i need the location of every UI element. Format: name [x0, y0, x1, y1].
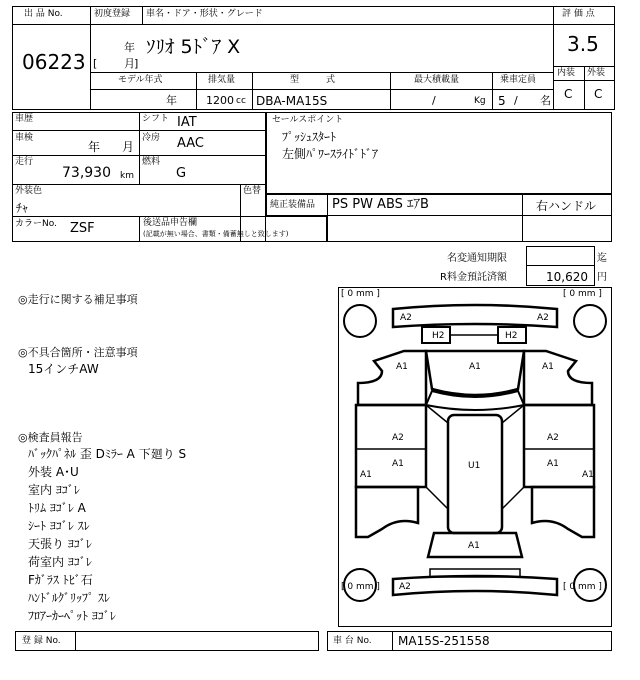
tire-mark-rear-right: [ 0 mm ]: [563, 582, 602, 592]
exterior-label: 外装: [587, 68, 606, 78]
lot-label: 出 品 No.: [24, 9, 63, 19]
sales-point-line-2: 左側ﾊﾟﾜｰｽﾗｲﾄﾞﾄﾞｱ: [282, 147, 379, 161]
load-label: 最大積載量: [414, 75, 460, 85]
first-reg-year-unit: 年: [124, 41, 135, 54]
inspector-line-9: ﾊﾝﾄﾞﾙｸﾞﾘｯﾌﾟ ｽﾚ: [28, 591, 110, 605]
equipment-value: PS PW ABS ｴｱB: [332, 197, 429, 212]
inspector-line-2: 外装 A･U: [28, 465, 79, 479]
fender-right-shape: [524, 351, 592, 405]
mark-fender-left: A1: [396, 362, 408, 372]
inspection-year-unit: 年: [88, 140, 101, 154]
fuel-value: G: [176, 166, 187, 181]
score-value: 3.5: [567, 32, 599, 56]
mileage-unit: km: [120, 171, 134, 181]
load-sep: /: [432, 94, 436, 107]
lot-number: 06223: [22, 50, 86, 74]
inspector-line-4: ﾄﾘﾑ ﾖｺﾞﾚ A: [28, 501, 86, 515]
history-label: 車歴: [15, 114, 34, 124]
shift-label: シフト: [142, 114, 170, 124]
recycle-label: R料金預託済額: [440, 272, 507, 283]
quarter-right-shape: [532, 487, 594, 537]
model-type: DBA-MA15S: [256, 94, 328, 108]
type-label: 型 式: [290, 75, 336, 85]
car-damage-diagram: [338, 287, 612, 627]
tire-front-right-icon: [574, 305, 606, 337]
color-no-value: ZSF: [70, 221, 95, 236]
capacity-sep: /: [514, 94, 518, 107]
shift-value: IAT: [177, 115, 197, 130]
interior-label: 内装: [557, 68, 576, 78]
load-unit: Kg: [474, 96, 486, 106]
name-change-field: [526, 246, 595, 266]
equipment-label: 純正装備品: [270, 200, 316, 210]
ext-color-label: 外装色: [15, 186, 43, 196]
equipment-blank: [327, 216, 612, 242]
mark-rear-bumper: A2: [399, 582, 411, 592]
sales-point-line-1: ﾌﾟｯｼｭｽﾀｰﾄ: [282, 130, 337, 144]
model-year-label: モデル年式: [118, 75, 163, 85]
inspector-line-5: ｼｰﾄ ﾖｺﾞﾚ ｽﾚ: [28, 519, 90, 533]
ac-label: 冷房: [142, 133, 161, 143]
tire-mark-front-left: [ 0 mm ]: [341, 289, 380, 299]
tire-front-left-icon: [344, 305, 376, 337]
displacement-unit: cc: [236, 96, 246, 106]
inspector-line-10: ﾌﾛｱｰｶｰﾍﾟｯﾄ ﾖｺﾞﾚ: [28, 609, 116, 623]
quarter-left-shape: [356, 487, 418, 537]
doc-column-note: (記載が無い場合、書類・備蓄無しと致します): [143, 230, 289, 238]
mark-door-right-rear: A1: [547, 459, 559, 469]
mark-backdoor: A1: [468, 541, 480, 551]
mark-front-bumper-left: A2: [400, 313, 412, 323]
fuel-label: 燃料: [142, 157, 161, 167]
color-no-label: カラーNo.: [15, 219, 57, 229]
recycle-unit: 円: [597, 272, 607, 283]
ext-color-value: ﾁｬ: [16, 201, 29, 215]
mark-door-left-rear: A1: [392, 459, 404, 469]
mark-fender-right: A1: [542, 362, 554, 372]
mark-hood: A1: [469, 362, 481, 372]
capacity-label: 乗車定員: [500, 75, 537, 85]
interior-score: C: [564, 87, 573, 101]
mileage-label: 走行: [15, 157, 34, 167]
defects-value: 15インチAW: [28, 362, 99, 376]
mark-roof: U1: [468, 461, 481, 471]
front-bumper-shape: [393, 305, 557, 327]
car-name-label: 車名・ドア・形状・グレード: [146, 9, 263, 19]
inspector-line-1: ﾊﾞｯｸﾊﾟﾈﾙ 歪 Dﾐﾗｰ A 下廻り S: [28, 447, 187, 461]
inspector-line-7: 荷室内 ﾖｺﾞﾚ: [28, 555, 92, 569]
inspector-label: ◎検査員報告: [18, 431, 83, 444]
mark-door-left-front: A2: [392, 433, 404, 443]
name-change-unit: 迄: [597, 253, 607, 264]
mark-front-bumper-right: A2: [537, 313, 549, 323]
inspection-month-unit: 月: [122, 140, 135, 154]
inspector-line-8: Fｶﾞﾗｽ ﾄﾋﾞ石: [28, 573, 93, 587]
roof-shape: [448, 415, 502, 533]
tire-mark-front-right: [ 0 mm ]: [563, 289, 602, 299]
defects-label: ◎不具合箇所・注意事項: [18, 346, 138, 359]
reg-no-label: 登 録 No.: [22, 636, 61, 646]
mark-headlight-left: H2: [432, 331, 445, 341]
chassis-number: MA15S-251558: [398, 634, 490, 648]
first-reg-bracket-close: ]: [134, 57, 139, 70]
chassis-label: 車 台 No.: [333, 636, 372, 646]
mileage-value: 73,930: [62, 165, 111, 181]
sales-point-label: セールスポイント: [272, 115, 344, 125]
color-change-label: 色替: [243, 186, 262, 196]
fender-left-shape: [358, 351, 426, 405]
hood-shape: [426, 351, 524, 395]
exterior-score: C: [594, 87, 603, 101]
ac-value: AAC: [177, 136, 204, 151]
handle-side: 右ハンドル: [536, 199, 597, 213]
capacity: 5: [498, 94, 506, 108]
recycle-value: 10,620: [546, 270, 588, 284]
displacement-label: 排気量: [208, 75, 236, 85]
mark-quarter-right: A1: [582, 470, 594, 480]
score-label: 評 価 点: [562, 9, 595, 19]
name-change-label: 名変通知期限: [447, 253, 507, 264]
displacement: 1200: [206, 94, 234, 107]
inspection-label: 車検: [15, 133, 34, 143]
tire-mark-rear-left: [ 0 mm ]: [341, 582, 380, 592]
mark-door-right-front: A2: [547, 433, 559, 443]
model-year-unit: 年: [166, 94, 177, 107]
mark-headlight-right: H2: [505, 331, 518, 341]
inspector-line-3: 室内 ﾖｺﾞﾚ: [28, 483, 80, 497]
inspector-line-6: 天張り ﾖｺﾞﾚ: [28, 537, 92, 551]
doc-column-label: 後送品申告欄: [143, 218, 198, 228]
rear-bumper-shape: [393, 576, 557, 595]
first-reg-month-unit: 月: [124, 57, 135, 70]
first-reg-label: 初度登録: [94, 9, 131, 19]
first-reg-bracket-open: [: [93, 57, 98, 70]
capacity-unit: 名: [540, 94, 551, 107]
mark-quarter-left: A1: [360, 470, 372, 480]
supplement-label: ◎走行に関する補足事項: [18, 293, 138, 306]
car-name: ｿﾘｵ 5ﾄﾞｱ X: [146, 36, 241, 58]
